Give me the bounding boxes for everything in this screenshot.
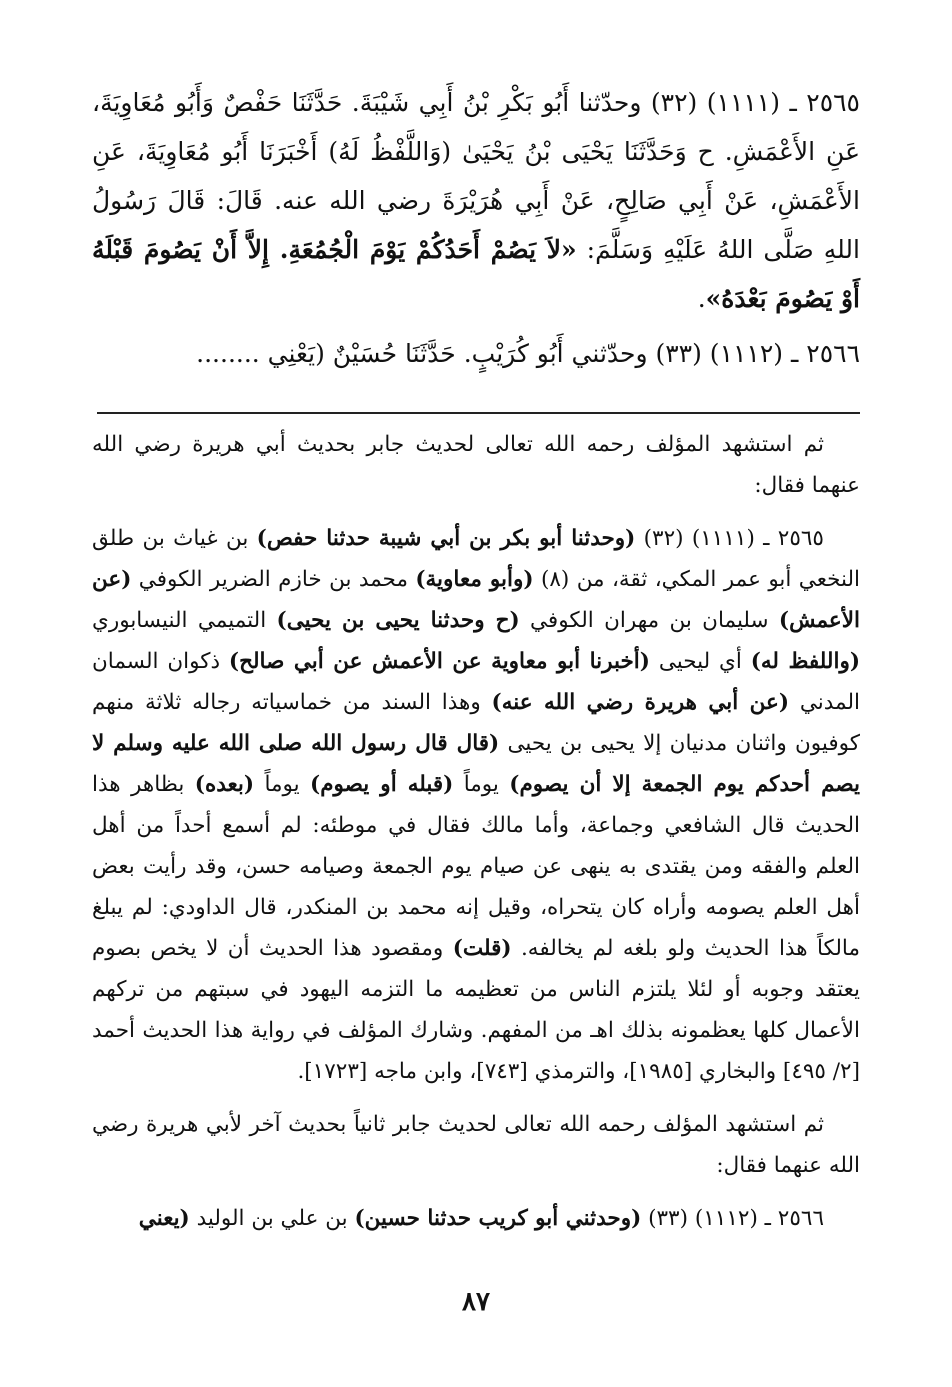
commentary-text: يوماً	[453, 772, 510, 797]
hadith-2565-end: .	[697, 284, 706, 313]
commentary-text: وهذا السند من خماسياته رجاله ثلاثة منهم كوفيون واثنان مدنيان إلا يحيى بن يحيى	[92, 690, 860, 756]
commentary-text: ٢٥٦٥ ـ (١١١١) (٣٢)	[635, 526, 824, 551]
hadith-2565	[92, 78, 860, 323]
footnote-divider	[97, 412, 860, 414]
hadith-2565-isnad: ٢٥٦٥ ـ (١١١١) (٣٢) وحدّثنا أَبُو بَكْرِ بْنُ أَبِي شَيْبَةَ. حَدَّثَنَا حَفْصٌ وَأَبُو مُعَاوِيَةَ، عَنِ الأَعْمَشِ. ح وَحَدَّثَنَا يَحْيَى بْنُ يَحْيَىٰ (وَاللَّفْظُ لَهُ) أَخْبَرَنَا أَبُو مُعَاوِيَةَ، عَنِ الأَعْمَشِ، عَنْ أَبِي صَالِحٍ، عَنْ أَبِي هُرَيْرَةَ رضي الله عنه. قَالَ: قَالَ رَسُولُ اللهِ صَلَّى اللهُ عَلَيْهِ وَسَلَّمَ:	[92, 88, 860, 264]
commentary-2566	[92, 1198, 860, 1239]
commentary-intro-2: ثم استشهد المؤلف رحمه الله تعالى لحديث جابر ثانياً بحديث آخر لأبي هريرة رضي الله عنهما فقال:	[92, 1112, 860, 1178]
commentary-text: التميمي النيسابوري	[92, 608, 277, 633]
hadith-main-text	[92, 78, 860, 378]
commentary-text: يوماً	[254, 772, 311, 797]
quoted-hadith-text: (بعده)	[194, 772, 255, 797]
commentary-intro-1: ثم استشهد المؤلف رحمه الله تعالى لحديث جابر بحديث أبي هريرة رضي الله عنهما فقال:	[92, 432, 860, 498]
commentary-text: محمد بن خازم الضرير الكوفي	[131, 567, 416, 592]
quoted-hadith-text: (عن الأعمش)	[92, 567, 860, 633]
quoted-hadith-text: (ح وحدثنا يحيى بن يحيى)	[276, 608, 520, 633]
commentary-text: ٢٥٦٦ ـ (١١١٢) (٣٣)	[641, 1206, 824, 1231]
quoted-hadith-text: (وأبو معاوية)	[415, 567, 534, 592]
commentary-text: سليمان بن مهران الكوفي	[519, 608, 779, 633]
quoted-hadith-text: (وحدثني أبو كريب حدثنا حسين)	[354, 1206, 642, 1231]
commentary-text: ذكوان السمان المدني	[92, 649, 860, 715]
quoted-hadith-text: (واللفظ له)	[750, 649, 860, 674]
commentary-text: بن غياث بن طلق النخعي أبو عمر المكي، ثقة، من (٨)	[92, 526, 860, 592]
quoted-hadith-text: (وحدثنا أبو بكر بن أبي شيبة حدثنا حفص)	[256, 526, 636, 551]
quoted-hadith-text: (أخبرنا أبو معاوية عن الأعمش عن أبي صالح)	[228, 649, 650, 674]
quoted-hadith-text: (قلت)	[452, 936, 512, 961]
commentary-text: بن علي بن الوليد	[189, 1206, 355, 1231]
commentary-section	[92, 424, 860, 1239]
quoted-hadith-text: (قال قال رسول الله صلى الله عليه وسلم لا يصم أحدكم يوم الجمعة إلا أن يصوم)	[92, 731, 861, 797]
quoted-hadith-text: (قبله أو يصوم)	[310, 772, 454, 797]
commentary-text: بظاهر هذا الحديث قال الشافعي وجماعة، وأما مالك فقال في موطئه: لم أسمع أحداً من أهل العلم والفقه ومن يقتدى به ينهى عن صيام يوم الجمعة وصيامه حسن، وقد رأيت بعض أهل العلم يصومه وأراه كان يتحراه، وقيل إنه محمد بن المنكدر، قال الداودي: لم يبلغ مالكاً هذا الحديث ولو بلغه لم يخالفه.	[92, 772, 860, 961]
quoted-hadith-text: (عن أبي هريرة رضي الله عنه)	[491, 690, 790, 715]
page-number: ٨٧	[462, 1287, 490, 1317]
commentary-text: ومقصود هذا الحديث أن لا يخص بصوم يعتقد وجوبه أو لئلا يلتزم الناس من تعظيمه ما التزمه اليهود في سبتهم من تركهم الأعمال كلها يعظمونه بذلك اهـ من المفهم. وشارك المؤلف في رواية هذا الحديث أحمد [٢/ ٤٩٥] والبخاري [١٩٨٥]، والترمذي [٧٤٣]، وابن ماجه [١٧٢٣].	[92, 936, 860, 1084]
commentary-2565	[92, 518, 860, 1092]
hadith-2565-matn: «لاَ يَصُمْ أَحَدُكُمْ يَوْمَ الْجُمُعَةِ. إِلاَّ أَنْ يَصُومَ قَبْلَهُ أَوْ يَصُومَ بَعْدَهُ»	[92, 235, 860, 313]
quoted-hadith-text: (يعني	[138, 1206, 190, 1231]
commentary-text: أي ليحيى	[649, 649, 751, 674]
hadith-2566-start: ٢٥٦٦ ـ (١١١٢) (٣٣) وحدّثني أَبُو كُرَيْبٍ. حَدَّثَنَا حُسَيْنٌ (يَعْنِي ........	[196, 339, 860, 368]
